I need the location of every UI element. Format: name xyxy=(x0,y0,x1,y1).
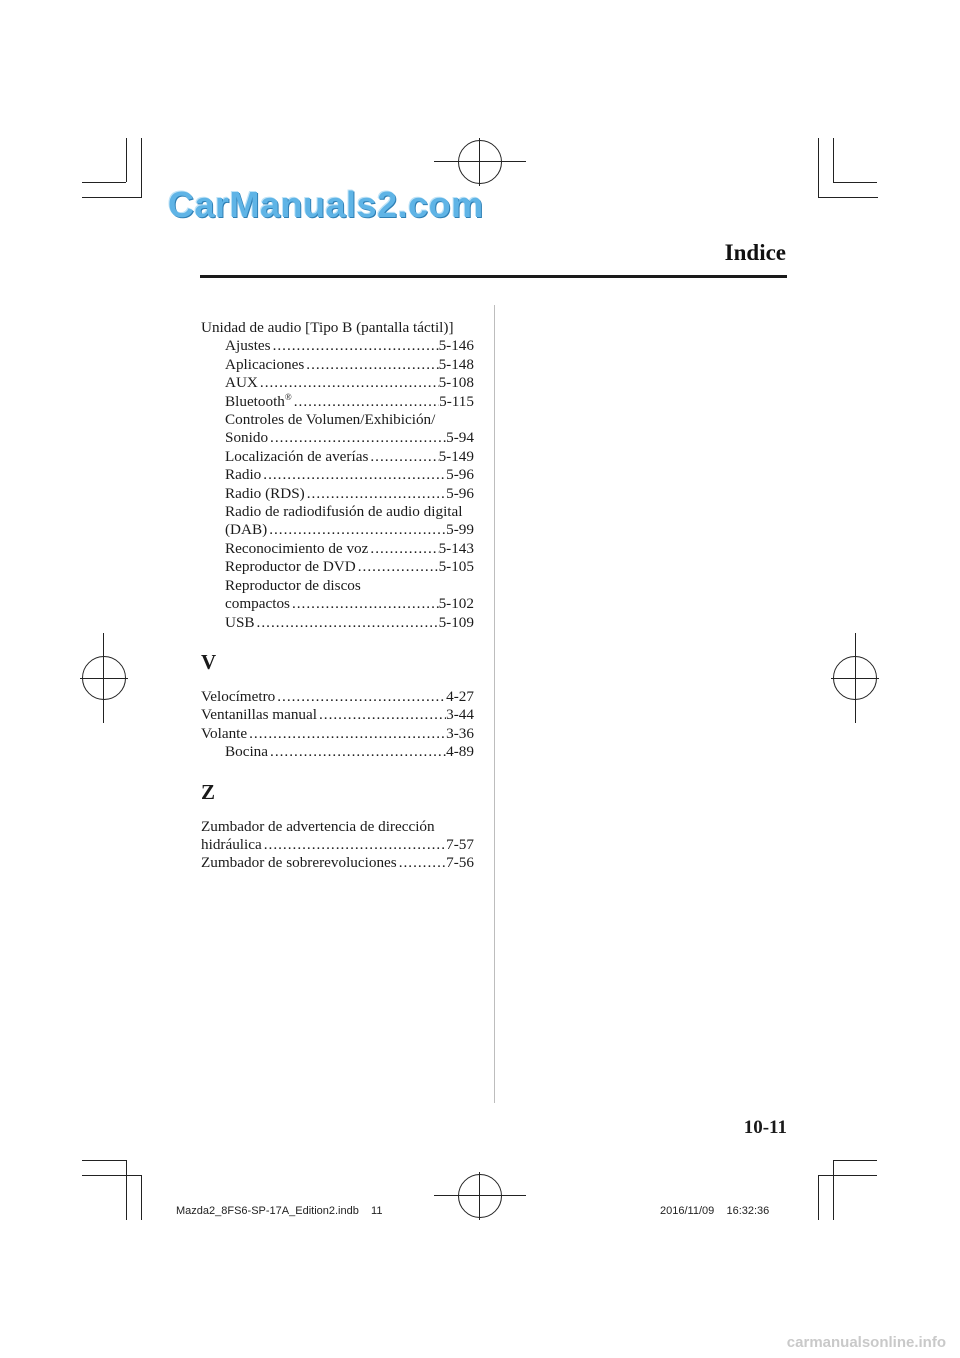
index-entry: Volante ..... 3-36 xyxy=(201,725,474,743)
crop-mark xyxy=(833,1160,834,1220)
index-entry: Ajustes ..... 5-146 xyxy=(201,337,474,355)
index-heading: Unidad de audio [Tipo B (pantalla táctil)] xyxy=(201,319,454,336)
crop-mark xyxy=(818,1175,877,1176)
index-entry: AUX ..... 5-108 xyxy=(201,374,474,392)
index-entry: Radio ..... 5-96 xyxy=(201,466,474,484)
section-title: Indice xyxy=(724,240,786,265)
crop-mark xyxy=(82,1175,142,1176)
index-column xyxy=(201,319,474,873)
crop-mark xyxy=(82,197,142,198)
index-entry: USB ..... 5-109 xyxy=(201,614,474,632)
index-entry: Reconocimiento de voz ..... 5-143 xyxy=(201,540,474,558)
index-entry: Radio (RDS) ..... 5-96 xyxy=(201,485,474,503)
index-entry: Sonido ..... 5-94 xyxy=(201,429,474,447)
index-entry: Ventanillas manual ..... 3-44 xyxy=(201,706,474,724)
registration-circle xyxy=(833,656,877,700)
crop-mark xyxy=(818,1175,819,1220)
registration-circle xyxy=(458,140,502,184)
registration-circle xyxy=(458,1174,502,1218)
title-rule xyxy=(200,275,787,278)
index-entry: compactos ..... 5-102 xyxy=(201,595,474,613)
crop-mark xyxy=(126,138,127,182)
index-entry: Reproductor de DVD ..... 5-105 xyxy=(201,558,474,576)
crop-mark xyxy=(141,1175,142,1220)
index-entry: Bocina ..... 4-89 xyxy=(201,743,474,761)
crop-mark xyxy=(126,1160,127,1220)
site-watermark: carmanualsonline.info xyxy=(786,1334,946,1351)
crop-mark xyxy=(818,197,878,198)
index-entry: Zumbador de sobrerevoluciones ..... 7-56 xyxy=(201,854,474,872)
index-entry: (DAB) ..... 5-99 xyxy=(201,521,474,539)
index-entry-line: Radio de radiodifusión de audio digital xyxy=(225,503,463,521)
registered-mark: ® xyxy=(284,391,292,402)
index-entry: Aplicaciones ..... 5-148 xyxy=(201,356,474,374)
index-entry: Localización de averías ..... 5-149 xyxy=(201,448,474,466)
crop-mark xyxy=(833,1160,877,1161)
crop-mark xyxy=(833,138,834,182)
footer-timestamp: 2016/11/09 16:32:36 xyxy=(660,1205,770,1217)
registration-circle xyxy=(82,656,126,700)
letter-heading-z: Z xyxy=(201,779,216,804)
column-divider xyxy=(494,305,495,1103)
footer-file-info: Mazda2_8FS6-SP-17A_Edition2.indb 11 xyxy=(176,1205,383,1217)
page-number: 10-11 xyxy=(743,1117,787,1138)
index-entry: Bluetooth® ..... 5-115 xyxy=(201,393,474,411)
watermark-logo: CarManuals2.com xyxy=(168,184,484,225)
crop-mark xyxy=(141,138,142,198)
index-entry: Velocímetro ..... 4-27 xyxy=(201,688,474,706)
crop-mark xyxy=(82,182,126,183)
crop-mark xyxy=(82,1160,126,1161)
letter-heading-v: V xyxy=(201,649,217,674)
crop-mark xyxy=(833,182,877,183)
index-entry-line: Reproductor de discos xyxy=(225,576,361,594)
index-entry-line: Controles de Volumen/Exhibición/ xyxy=(225,411,436,429)
crop-mark xyxy=(818,138,819,198)
index-entry: hidráulica ..... 7-57 xyxy=(201,836,474,854)
index-entry-line: Zumbador de advertencia de dirección xyxy=(201,817,435,835)
